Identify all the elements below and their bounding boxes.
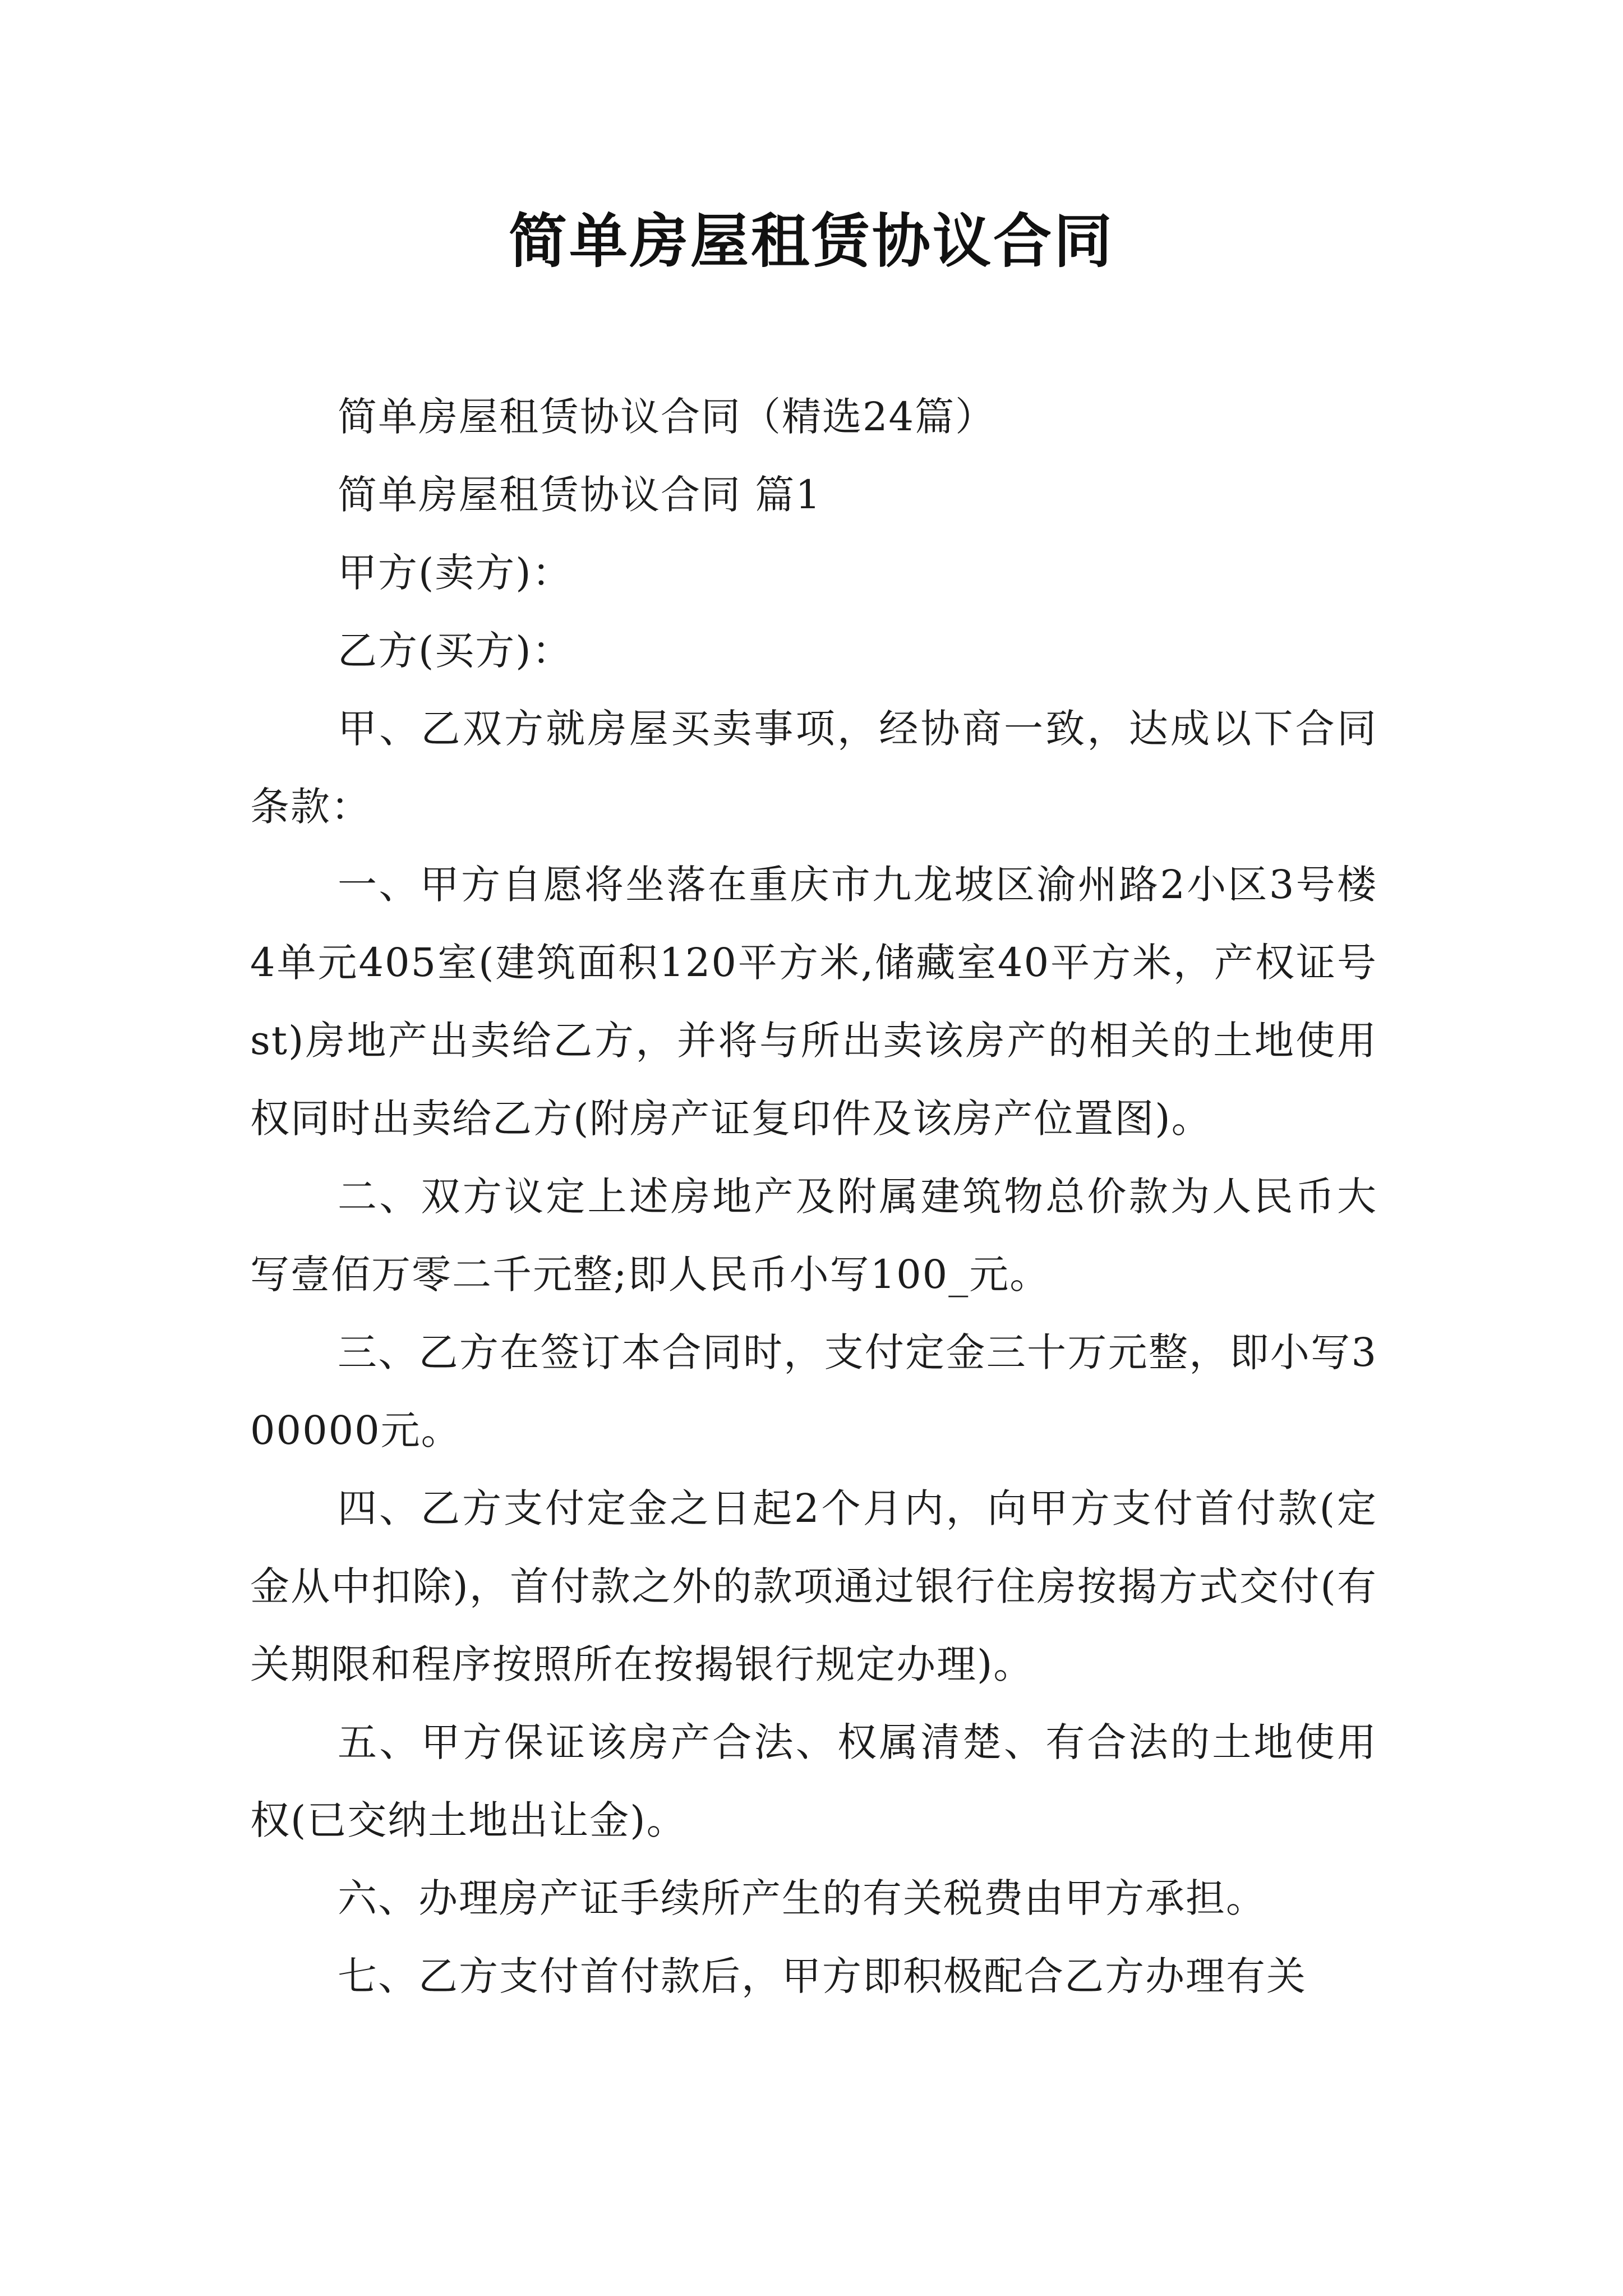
paragraph-clause-6: 六、办理房产证手续所产生的有关税费由甲方承担。 <box>338 1875 1266 1921</box>
paragraph-clause-2: 二、双方议定上述房地产及附属建筑物总价款为人民币大写壹佰万零二千元整;即人民币小写100_元。 <box>250 1174 1377 1297</box>
paragraph-clause-7: 七、乙方支付首付款后，甲方即积极配合乙方办理有关 <box>338 1953 1307 1999</box>
paragraph-collection-title: 简单房屋租赁协议合同（精选24篇） <box>338 394 996 440</box>
document-body <box>250 378 1377 2016</box>
document-title: 简单房屋租赁协议合同 <box>508 207 1114 275</box>
paragraph-clause-5: 五、甲方保证该房产合法、权属清楚、有合法的土地使用权(已交纳土地出让金)。 <box>250 1719 1377 1843</box>
paragraph-section-heading: 简单房屋租赁协议合同 篇1 <box>338 472 822 518</box>
paragraph-clause-1: 一、甲方自愿将坐落在重庆市九龙坡区渝州路2小区3号楼4单元405室(建筑面积120平方米,储藏室40平方米，产权证号st)房地产出卖给乙方，并将与所出卖该房产的相关的土地使用权同时出卖给乙方(附房产证复印件及该房产位置图)。 <box>250 862 1377 1142</box>
paragraph-preamble: 甲、乙双方就房屋买卖事项，经协商一致，达成以下合同条款： <box>250 706 1377 830</box>
paragraph-party-a: 甲方(卖方)： <box>338 550 573 596</box>
paragraph-clause-3: 三、乙方在签订本合同时，支付定金三十万元整，即小写300000元。 <box>250 1329 1377 1453</box>
paragraph-clause-4: 四、乙方支付定金之日起2个月内，向甲方支付首付款(定金从中扣除)，首付款之外的款项通过银行住房按揭方式交付(有关期限和程序按照所在按揭银行规定办理)。 <box>250 1485 1377 1687</box>
paragraph-party-b: 乙方(买方)： <box>338 628 573 674</box>
